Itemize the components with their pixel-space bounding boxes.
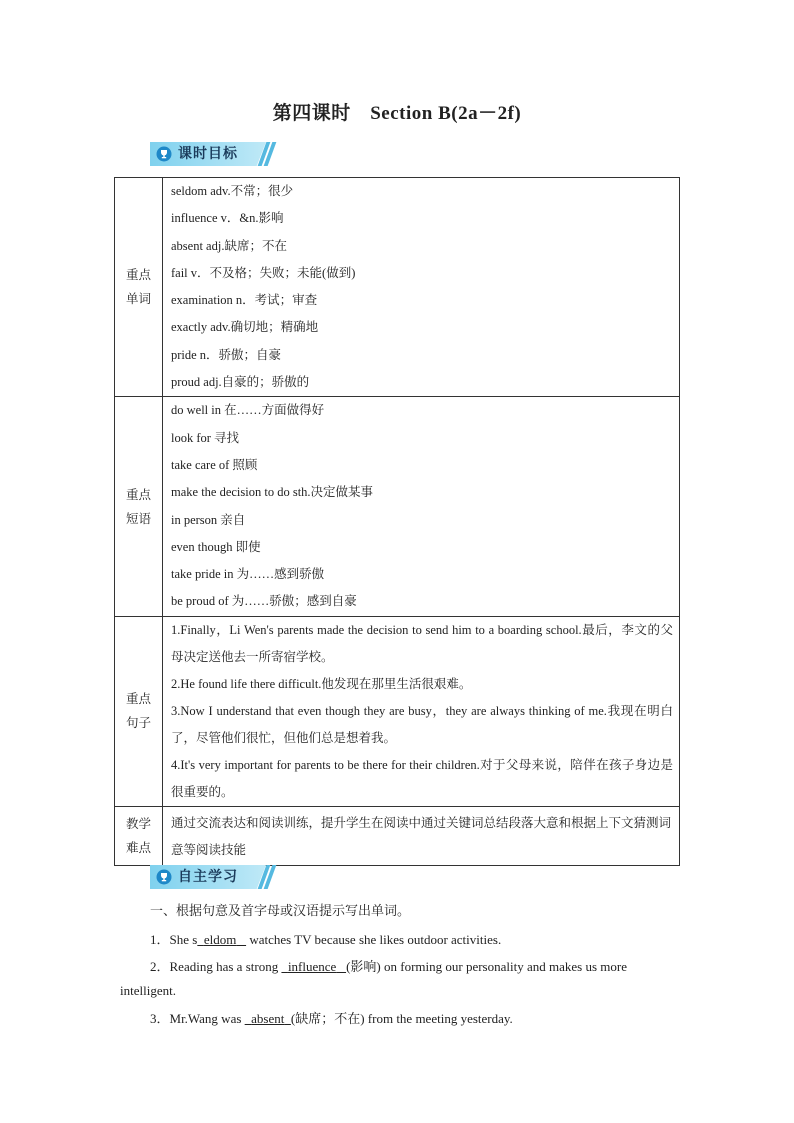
list-item: absent adj.缺席；不在: [171, 238, 287, 253]
answer-blank: influence: [287, 959, 337, 974]
list-item: 1.Finally，Li Wen's parents made the decision to send him to a boarding school.最后，李文的父母决定送他去一所寄宿学校。: [171, 622, 673, 664]
list-item: influence v．&n.影响: [171, 211, 284, 226]
list-item: proud adj.自豪的；骄傲的: [171, 375, 310, 390]
table-row-sentences: [115, 616, 680, 806]
trophy-icon: [156, 146, 172, 162]
list-item: examination n．考试；审查: [171, 293, 318, 308]
difficulty-text: 通过交流表达和阅读训练，提升学生在阅读中通过关键词总结段落大意和根据上下文猜测词意等阅读技能: [171, 814, 672, 857]
answer-blank: absent: [251, 1011, 285, 1026]
category-cell: 重点 单词: [115, 178, 163, 397]
words-cell: [163, 178, 680, 397]
section-banner-self-study: [150, 865, 272, 889]
exercise-heading: 一、根据句意及首字母或汉语提示写出单词。: [150, 904, 411, 919]
question-2-continued: intelligent.: [120, 983, 176, 998]
list-item: be proud of 为……骄傲；感到自豪: [171, 594, 357, 609]
goals-table: [114, 177, 680, 866]
question-1: 1．She s eldom watches TV because she likes outdoor activities.: [150, 932, 502, 947]
list-item: make the decision to do sth.决定做某事: [171, 485, 374, 500]
list-item: exactly adv.确切地；精确地: [171, 320, 319, 335]
table-row-difficulty: [115, 806, 680, 865]
question-3: 3．Mr.Wang was absent (缺席；不在) from the meeting yesterday.: [150, 1011, 513, 1026]
difficulty-cell: [163, 806, 680, 865]
list-item: 4.It's very important for parents to be there for their children.对于父母来说，陪伴在孩子身边是很重要的。: [171, 757, 673, 799]
list-item: take care of 照顾: [171, 457, 258, 472]
page-title: 第四课时 Section B(2a－2f): [272, 103, 522, 124]
list-item: look for 寻找: [171, 430, 240, 445]
list-item: seldom adv.不常；很少: [171, 184, 294, 198]
section-banner-goals: [150, 142, 272, 166]
list-item: do well in 在……方面做得好: [171, 403, 325, 418]
sentences-cell: [163, 616, 680, 806]
list-item: take pride in 为……感到骄傲: [171, 567, 325, 582]
table-row-phrases: [115, 397, 680, 616]
banner-label: 课时目标: [178, 146, 238, 162]
banner-label: 自主学习: [178, 869, 238, 885]
question-2: 2．Reading has a strong influence (影响) on forming our personality and makes us more: [150, 959, 627, 974]
list-item: even though 即使: [171, 539, 261, 554]
list-item: fail v．不及格；失败；未能(做到): [171, 265, 356, 280]
list-item: 3.Now I understand that even though they are busy，they are always thinking of me.我现在明白了，尽管他们很忙，但他们总是想着我。: [171, 703, 673, 745]
trophy-icon: [156, 869, 172, 885]
category-cell: 重点 句子: [115, 616, 163, 806]
list-item: 2.He found life there difficult.他发现在那里生活很艰难。: [171, 676, 472, 691]
phrases-cell: [163, 397, 680, 616]
category-cell: 重点 短语: [115, 397, 163, 616]
list-item: in person 亲自: [171, 512, 246, 527]
category-cell: 教学 难点: [115, 806, 163, 865]
list-item: pride n．骄傲；自豪: [171, 347, 282, 362]
answer-blank: eldom: [203, 932, 237, 947]
table-row-words: [115, 178, 680, 397]
